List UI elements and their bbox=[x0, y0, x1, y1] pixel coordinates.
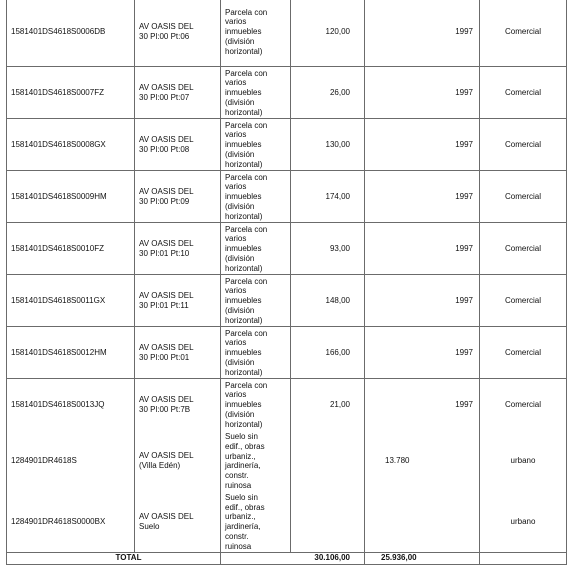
use-line: urbaniz., bbox=[225, 512, 256, 522]
total-land-surface: 25.936,00 bbox=[365, 552, 480, 564]
address-detail: 30 Pl:00 Pt:7B bbox=[139, 404, 191, 414]
address-line: AV OASIS DEL bbox=[139, 342, 194, 352]
use-line: varios bbox=[225, 17, 247, 27]
built-surface: 21,00 bbox=[291, 379, 365, 431]
address-line: AV OASIS DEL bbox=[139, 511, 194, 521]
use-line: varios bbox=[225, 130, 247, 140]
address-cell bbox=[135, 0, 221, 67]
table-row bbox=[7, 223, 567, 275]
address-cell bbox=[135, 491, 221, 552]
table-row bbox=[7, 119, 567, 171]
address-cell bbox=[135, 223, 221, 275]
cadastral-table-body bbox=[7, 0, 567, 564]
use-line: constr. bbox=[225, 531, 249, 541]
total-row bbox=[7, 552, 567, 564]
use-line: Parcela con bbox=[225, 224, 268, 234]
use-class: Comercial bbox=[480, 327, 567, 379]
construction-year: 1997 bbox=[365, 379, 480, 431]
use-line: horizontal) bbox=[225, 263, 263, 273]
use-line: Parcela con bbox=[225, 7, 268, 17]
use-line: (división bbox=[225, 253, 255, 263]
use-class: Comercial bbox=[480, 0, 567, 67]
built-surface: 93,00 bbox=[291, 223, 365, 275]
cadastral-reference: 1581401DS4618S0007FZ bbox=[7, 67, 135, 119]
built-surface: 120,00 bbox=[291, 0, 365, 67]
use-line: ruinosa bbox=[225, 541, 252, 551]
use-description bbox=[221, 275, 291, 327]
address-line: AV OASIS DEL bbox=[139, 134, 194, 144]
address-cell bbox=[135, 379, 221, 431]
use-description bbox=[221, 327, 291, 379]
use-line: varios bbox=[225, 390, 247, 400]
use-line: varios bbox=[225, 182, 247, 192]
use-class: Comercial bbox=[480, 275, 567, 327]
address-line: AV OASIS DEL bbox=[139, 82, 194, 92]
cadastral-table bbox=[6, 0, 567, 565]
built-surface: 174,00 bbox=[291, 171, 365, 223]
use-line: (división bbox=[225, 201, 255, 211]
table-row bbox=[7, 0, 567, 67]
use-line: inmuebles bbox=[225, 244, 262, 254]
use-line: constr. bbox=[225, 471, 249, 481]
use-line: Parcela con bbox=[225, 68, 268, 78]
use-class: urbano bbox=[480, 431, 567, 492]
cadastral-reference: 1284901DR4618S0000BX bbox=[7, 491, 135, 552]
use-line: Parcela con bbox=[225, 276, 268, 286]
use-line: inmuebles bbox=[225, 192, 262, 202]
use-line: Parcela con bbox=[225, 120, 268, 130]
address-cell bbox=[135, 327, 221, 379]
address-cell bbox=[135, 431, 221, 492]
use-description bbox=[221, 119, 291, 171]
address-detail: 30 Pl:00 Pt:01 bbox=[139, 352, 190, 362]
table-row bbox=[7, 275, 567, 327]
cadastral-reference: 1581401DS4618S0012HM bbox=[7, 327, 135, 379]
cadastral-reference: 1581401DS4618S0013JQ bbox=[7, 379, 135, 431]
use-line: horizontal) bbox=[225, 211, 263, 221]
address-line: AV OASIS DEL bbox=[139, 21, 194, 31]
use-line: edif., obras bbox=[225, 441, 265, 451]
construction-year: 1997 bbox=[365, 275, 480, 327]
construction-year: 1997 bbox=[365, 327, 480, 379]
use-line: Suelo sin bbox=[225, 432, 258, 441]
use-line: (división bbox=[225, 97, 255, 107]
use-description bbox=[221, 171, 291, 223]
address-cell bbox=[135, 171, 221, 223]
use-line: horizontal) bbox=[225, 159, 263, 169]
use-line: (división bbox=[225, 409, 255, 419]
table-row bbox=[7, 327, 567, 379]
address-cell bbox=[135, 119, 221, 171]
built-surface: 148,00 bbox=[291, 275, 365, 327]
use-line: jardinería, bbox=[225, 522, 261, 532]
construction-year: 1997 bbox=[365, 67, 480, 119]
use-class: urbano bbox=[480, 491, 567, 552]
use-line: (división bbox=[225, 357, 255, 367]
use-line: edif., obras bbox=[225, 502, 265, 512]
use-description bbox=[221, 67, 291, 119]
address-line: AV OASIS DEL bbox=[139, 238, 194, 248]
use-line: ruinosa bbox=[225, 480, 252, 490]
address-detail: 30 Pl:01 Pt:10 bbox=[139, 248, 190, 258]
use-description bbox=[221, 491, 291, 552]
land-surface bbox=[365, 491, 480, 552]
address-detail: 30 Pl:00 Pt:06 bbox=[139, 31, 190, 41]
built-surface: 130,00 bbox=[291, 119, 365, 171]
construction-year: 1997 bbox=[365, 0, 480, 67]
use-line: varios bbox=[225, 286, 247, 296]
total-built-surface: 30.106,00 bbox=[221, 552, 365, 564]
construction-year: 1997 bbox=[365, 223, 480, 275]
use-line: jardinería, bbox=[225, 461, 261, 471]
use-description bbox=[221, 431, 291, 492]
use-class: Comercial bbox=[480, 67, 567, 119]
cadastral-reference: 1284901DR4618S bbox=[7, 431, 135, 492]
address-detail: 30 Pl:00 Pt:07 bbox=[139, 92, 190, 102]
address-line: AV OASIS DEL bbox=[139, 394, 194, 404]
table-row bbox=[7, 67, 567, 119]
address-detail: 30 Pl:00 Pt:09 bbox=[139, 196, 190, 206]
use-line: Parcela con bbox=[225, 172, 268, 182]
total-empty-cell bbox=[480, 552, 567, 564]
use-line: (división bbox=[225, 36, 255, 46]
cadastral-reference: 1581401DS4618S0011GX bbox=[7, 275, 135, 327]
use-class: Comercial bbox=[480, 223, 567, 275]
use-class: Comercial bbox=[480, 171, 567, 223]
use-description bbox=[221, 0, 291, 67]
use-line: inmuebles bbox=[225, 140, 262, 150]
use-line: Parcela con bbox=[225, 380, 268, 390]
address-detail: Suelo bbox=[139, 521, 160, 531]
address-detail: (Villa Edén) bbox=[139, 460, 181, 470]
use-line: urbaniz., bbox=[225, 451, 256, 461]
construction-year: 1997 bbox=[365, 171, 480, 223]
use-line: horizontal) bbox=[225, 315, 263, 325]
built-surface bbox=[291, 491, 365, 552]
construction-year: 1997 bbox=[365, 119, 480, 171]
use-line: inmuebles bbox=[225, 400, 262, 410]
address-line: AV OASIS DEL bbox=[139, 290, 194, 300]
address-line: AV OASIS DEL bbox=[139, 450, 194, 460]
use-line: varios bbox=[225, 78, 247, 88]
use-line: horizontal) bbox=[225, 107, 263, 117]
use-description bbox=[221, 223, 291, 275]
table-row bbox=[7, 431, 567, 492]
table-row bbox=[7, 379, 567, 431]
use-line: varios bbox=[225, 234, 247, 244]
use-line: horizontal) bbox=[225, 419, 263, 429]
built-surface: 166,00 bbox=[291, 327, 365, 379]
use-line: horizontal) bbox=[225, 367, 263, 377]
table-row bbox=[7, 491, 567, 552]
address-line: AV OASIS DEL bbox=[139, 186, 194, 196]
use-line: Suelo sin bbox=[225, 492, 258, 502]
table-row bbox=[7, 171, 567, 223]
cadastral-reference: 1581401DS4618S0006DB bbox=[7, 0, 135, 67]
use-line: inmuebles bbox=[225, 348, 262, 358]
address-cell bbox=[135, 67, 221, 119]
use-line: inmuebles bbox=[225, 88, 262, 98]
use-line: (división bbox=[225, 305, 255, 315]
use-line: inmuebles bbox=[225, 296, 262, 306]
address-cell bbox=[135, 275, 221, 327]
address-detail: 30 Pl:01 Pt:11 bbox=[139, 300, 189, 310]
total-label: TOTAL bbox=[7, 552, 221, 564]
use-line: horizontal) bbox=[225, 46, 263, 56]
use-class: Comercial bbox=[480, 119, 567, 171]
land-surface: 13.780 bbox=[365, 431, 480, 492]
built-surface bbox=[291, 431, 365, 492]
cadastral-reference: 1581401DS4618S0010FZ bbox=[7, 223, 135, 275]
built-surface: 26,00 bbox=[291, 67, 365, 119]
cadastral-reference: 1581401DS4618S0008GX bbox=[7, 119, 135, 171]
use-line: varios bbox=[225, 338, 247, 348]
use-description bbox=[221, 379, 291, 431]
use-line: inmuebles bbox=[225, 27, 262, 37]
use-class: Comercial bbox=[480, 379, 567, 431]
use-line: (división bbox=[225, 149, 255, 159]
address-detail: 30 Pl:00 Pt:08 bbox=[139, 144, 190, 154]
cadastral-reference: 1581401DS4618S0009HM bbox=[7, 171, 135, 223]
use-line: Parcela con bbox=[225, 328, 268, 338]
